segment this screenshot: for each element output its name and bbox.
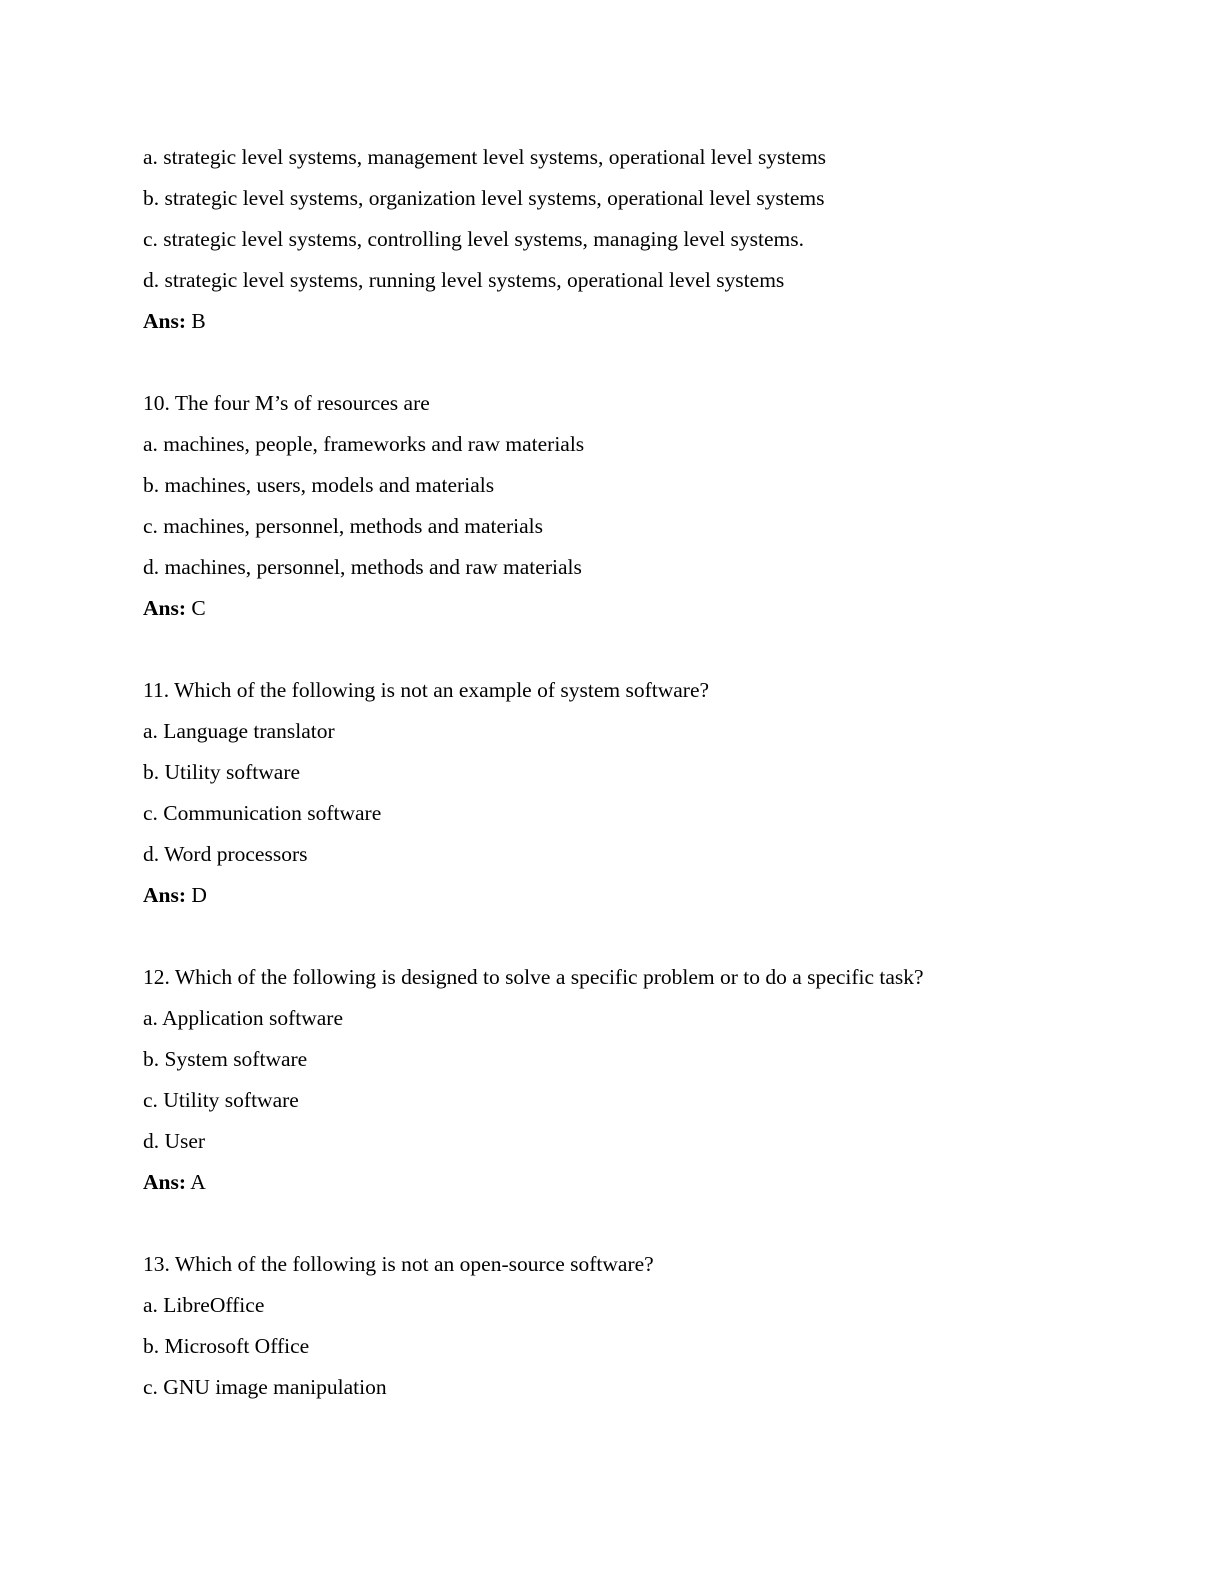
q9-option-c: c. strategic level systems, controlling level systems, managing level systems.: [143, 227, 804, 251]
answer-label: Ans:: [143, 596, 187, 620]
answer-value: A: [186, 1170, 206, 1194]
q9-answer: [143, 308, 206, 334]
q11-question: 11. Which of the following is not an example of system software?: [143, 678, 710, 702]
q12-question: 12. Which of the following is designed to solve a specific problem or to do a specific task?: [143, 965, 924, 989]
answer-value: C: [186, 596, 206, 620]
q12-option-c: c. Utility software: [143, 1088, 299, 1112]
q11-option-a: a. Language translator: [143, 719, 335, 743]
q10-option-c: c. machines, personnel, methods and materials: [143, 514, 544, 538]
q9-option-a: a. strategic level systems, management level systems, operational level systems: [143, 145, 827, 169]
q12-option-b: b. System software: [143, 1047, 308, 1071]
q11-option-d: d. Word processors: [143, 842, 308, 866]
q9-option-b: b. strategic level systems, organization level systems, operational level systems: [143, 186, 825, 210]
q11-option-c: c. Communication software: [143, 801, 382, 825]
q10-option-d: d. machines, personnel, methods and raw materials: [143, 555, 582, 579]
q10-option-a: a. machines, people, frameworks and raw materials: [143, 432, 585, 456]
q11-option-b: b. Utility software: [143, 760, 301, 784]
q12-answer: [143, 1169, 206, 1195]
answer-value: B: [186, 309, 206, 333]
q10-answer: [143, 595, 206, 621]
answer-label: Ans:: [143, 883, 187, 907]
answer-label: Ans:: [143, 1170, 187, 1194]
q10-question: 10. The four M’s of resources are: [143, 391, 430, 415]
q13-option-a: a. LibreOffice: [143, 1293, 265, 1317]
q13-option-b: b. Microsoft Office: [143, 1334, 310, 1358]
q10-option-b: b. machines, users, models and materials: [143, 473, 495, 497]
q9-option-d: d. strategic level systems, running level systems, operational level systems: [143, 268, 785, 292]
q12-option-d: d. User: [143, 1129, 206, 1153]
q13-question: 13. Which of the following is not an open-source software?: [143, 1252, 654, 1276]
q11-answer: [143, 882, 207, 908]
answer-label: Ans:: [143, 309, 187, 333]
answer-value: D: [186, 883, 207, 907]
q13-option-c: c. GNU image manipulation: [143, 1375, 387, 1399]
q12-option-a: a. Application software: [143, 1006, 344, 1030]
